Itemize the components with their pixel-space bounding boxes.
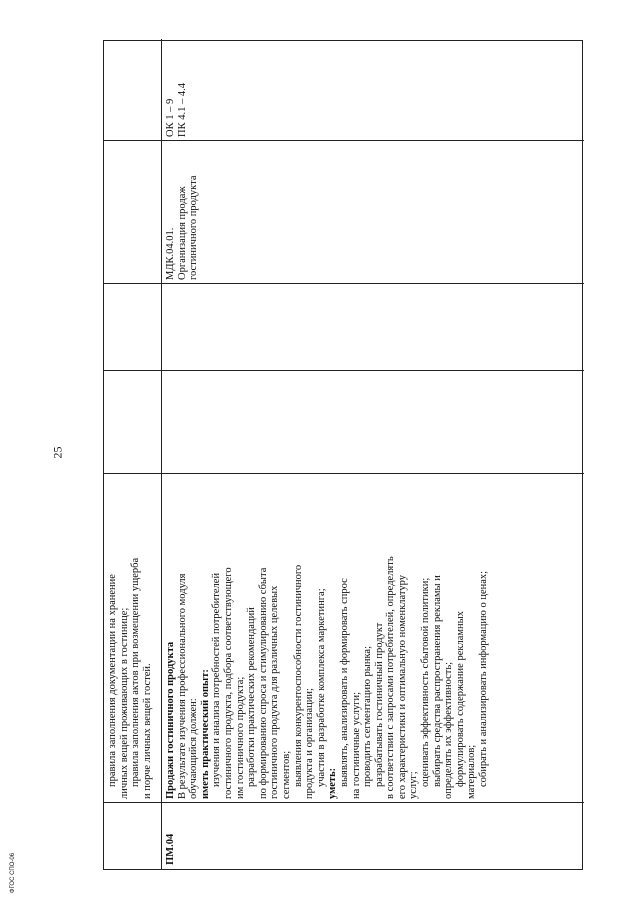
text-line: им гостиничного продукта; [234, 676, 246, 799]
program-table [103, 40, 583, 870]
column-divider [104, 283, 584, 284]
text-line: услуг; [408, 771, 420, 799]
mdk-code: МДК.04.01. [165, 227, 176, 280]
mdk-cell [165, 144, 200, 280]
text-line: по формированию спроса и стимулированию сбыта [257, 567, 269, 799]
text-line: личных вещей проживающих в гостинице; [118, 607, 130, 799]
text-line: разработки практических рекомендаций [246, 607, 258, 787]
text-line: и порче личных вещей гостей. [141, 663, 153, 799]
text-line: определять их эффективность; [443, 661, 455, 799]
text-line: правила заполнения актов при возмещении ущерба [130, 557, 142, 787]
text-line: изучения и анализа потребностей потребителей [211, 572, 223, 787]
column-divider [104, 370, 584, 371]
text-line: правила заполнения документации на хранение [107, 574, 118, 787]
text-line: на гостиничные услуги; [350, 691, 362, 799]
text-line: материалов; [466, 744, 478, 799]
text-line: продукта и организации; [304, 688, 316, 799]
text-line: гостиничного продукта для различных целевых [269, 585, 281, 799]
general-competencies: ОК 1 – 9 [165, 98, 176, 137]
text-line: выявления конкурентоспособности гостиничного [292, 564, 304, 787]
module-code: ПМ.04 [165, 833, 176, 865]
previous-row-text [107, 479, 153, 799]
text-line: выбирать средства распространения рекламы и [431, 575, 443, 787]
text-line: В результате изучения профессионального модуля [176, 573, 188, 799]
text-line: участия в разработке комплекса маркетинга; [315, 588, 327, 787]
rotated-page [103, 40, 583, 870]
footer-code: ФГОС СПО-06 [10, 852, 16, 894]
text-line: в соответствии с запросами потребителей, определять [385, 556, 397, 799]
section-heading: иметь практический опыт: [199, 669, 211, 799]
text-line: его характеристики и оптимальную номенклатуру [396, 575, 408, 799]
module-title: Продажи гостиничного продукта [165, 641, 176, 799]
row-divider [161, 39, 162, 869]
text-line: гостиничного продукта, подбора соответствующего [222, 567, 234, 799]
text-line: сегментов; [280, 750, 292, 799]
module-content [165, 479, 490, 799]
text-line: обучающийся должен: [188, 698, 200, 799]
text-line: разрабатывать гостиничный продукт [373, 622, 385, 787]
column-divider [104, 802, 584, 803]
text-line: оценивать эффективность сбытовой политики; [420, 577, 432, 787]
text-line: проводить сегментацию рынка; [362, 646, 374, 787]
column-divider [104, 473, 584, 474]
column-divider [104, 140, 584, 141]
text-line: собирать и анализировать информацию о ценах; [478, 570, 490, 787]
mdk-title-line: гостиничного продукта [188, 175, 200, 280]
mdk-title-line: Организация продаж [176, 186, 188, 280]
page-number: 25 [50, 446, 65, 458]
text-line: выявлять, анализировать и формировать спрос [338, 578, 350, 787]
competencies-cell [165, 43, 188, 137]
section-heading: уметь: [327, 767, 339, 799]
professional-competencies: ПК 4.1 – 4.4 [176, 83, 188, 137]
text-line: формулировать содержание рекламных [454, 611, 466, 787]
